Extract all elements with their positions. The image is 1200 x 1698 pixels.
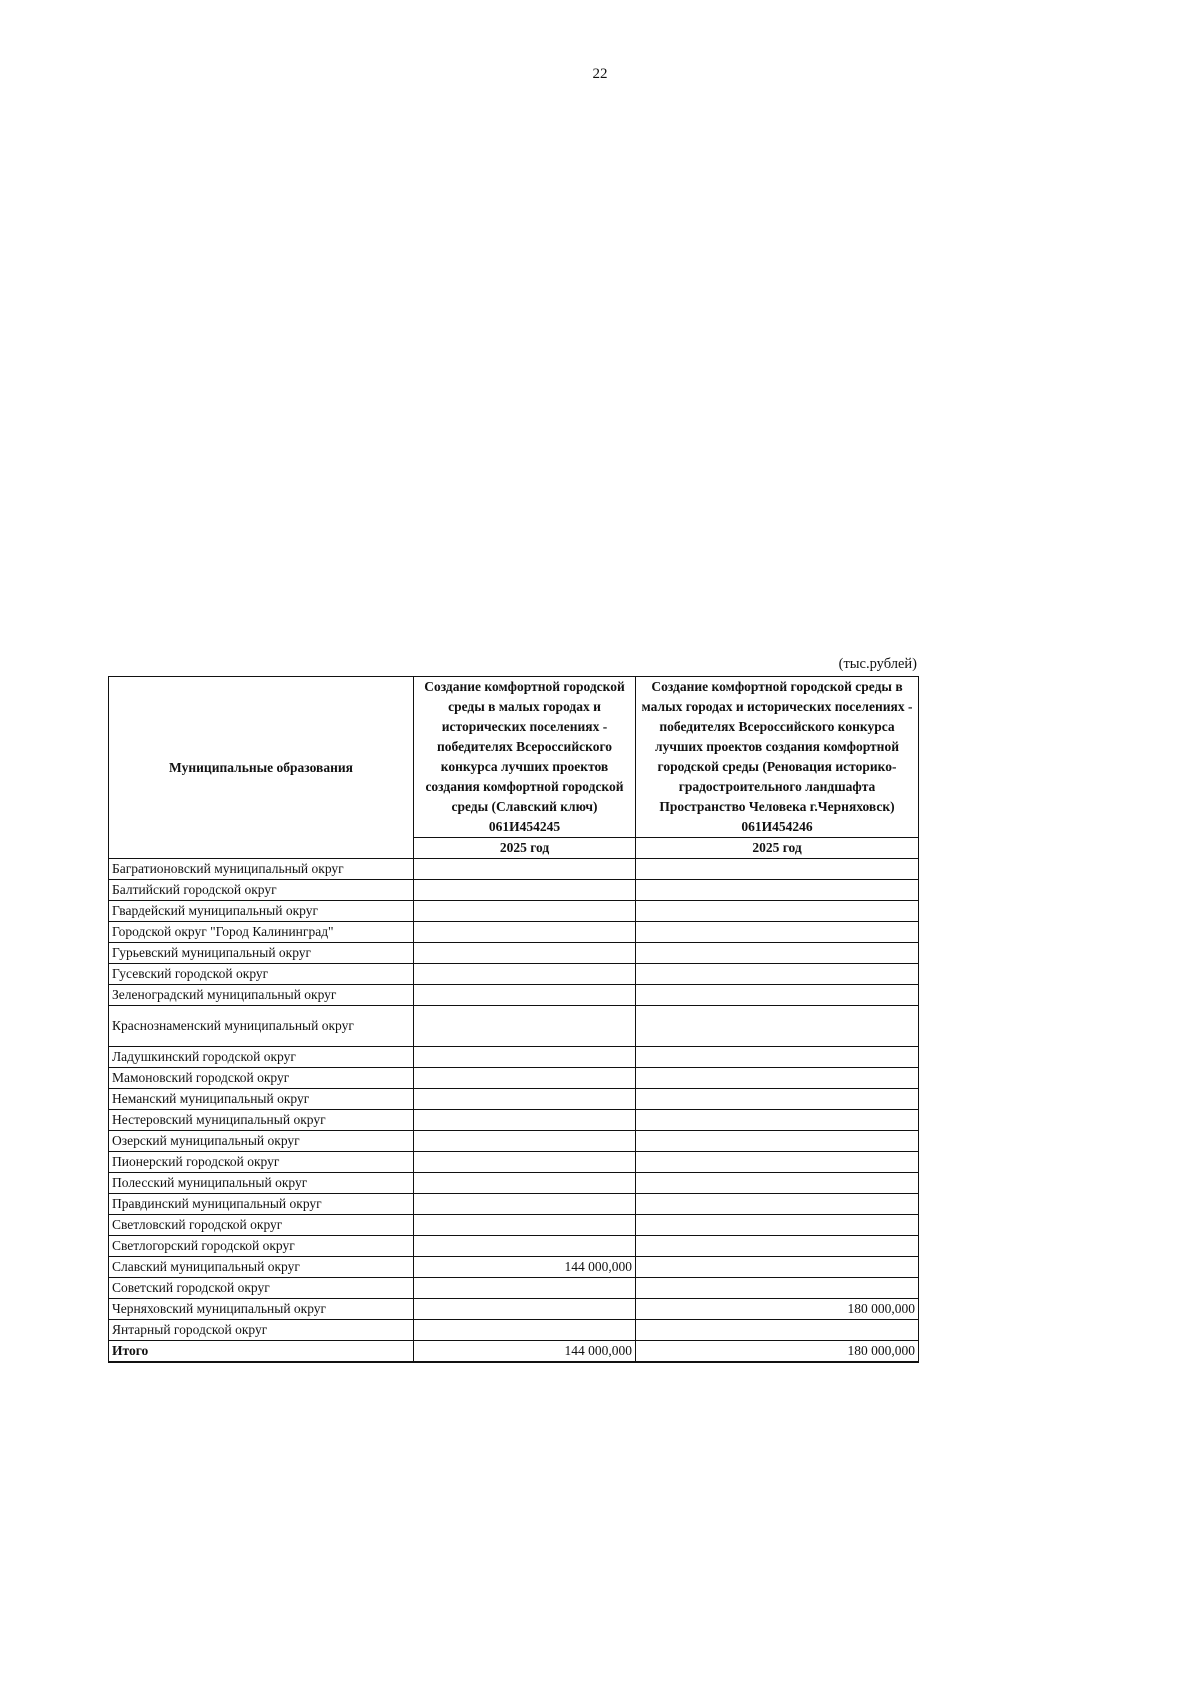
municipality-name: Гвардейский муниципальный округ: [109, 901, 414, 922]
table-row: [109, 1152, 919, 1173]
value-slavsky-key: [414, 1215, 636, 1236]
table-row: [109, 1131, 919, 1152]
table-row: [109, 880, 919, 901]
header-year-col2: 2025 год: [414, 838, 636, 859]
table-row: [109, 1110, 919, 1131]
value-chernyakhovsk-renovation: [636, 1131, 919, 1152]
value-chernyakhovsk-renovation: [636, 1110, 919, 1131]
table-row: [109, 985, 919, 1006]
municipality-name: Гурьевский муниципальный округ: [109, 943, 414, 964]
header-year-col3: 2025 год: [636, 838, 919, 859]
municipality-name: Итого: [109, 1341, 414, 1363]
value-chernyakhovsk-renovation: [636, 964, 919, 985]
value-chernyakhovsk-renovation: [636, 1173, 919, 1194]
value-chernyakhovsk-renovation: [636, 943, 919, 964]
value-slavsky-key: [414, 880, 636, 901]
municipality-name: Светловский городской округ: [109, 1215, 414, 1236]
value-chernyakhovsk-renovation: [636, 922, 919, 943]
table-row: [109, 1006, 919, 1047]
value-chernyakhovsk-renovation: [636, 1068, 919, 1089]
value-chernyakhovsk-renovation: 180 000,000: [636, 1299, 919, 1320]
value-chernyakhovsk-renovation: [636, 1089, 919, 1110]
value-chernyakhovsk-renovation: [636, 1194, 919, 1215]
value-slavsky-key: 144 000,000: [414, 1257, 636, 1278]
table-row: [109, 1047, 919, 1068]
value-slavsky-key: [414, 1236, 636, 1257]
value-slavsky-key: [414, 1006, 636, 1047]
table-row: [109, 901, 919, 922]
table-row: [109, 964, 919, 985]
value-chernyakhovsk-renovation: [636, 1006, 919, 1047]
municipality-name: Черняховский муниципальный округ: [109, 1299, 414, 1320]
value-slavsky-key: [414, 1173, 636, 1194]
value-chernyakhovsk-renovation: [636, 1047, 919, 1068]
value-slavsky-key: [414, 1152, 636, 1173]
value-slavsky-key: [414, 1131, 636, 1152]
table-row: [109, 1278, 919, 1299]
municipality-name: Ладушкинский городской округ: [109, 1047, 414, 1068]
table-row: [109, 922, 919, 943]
value-slavsky-key: [414, 1047, 636, 1068]
header-municipalities: Муниципальные образования: [109, 677, 414, 859]
header-slavsky-key: Создание комфортной городской среды в малых городах и исторических поселениях - победителях Всероссийского конкурса лучших проектов создания комфортной городской среды (Славский ключ) 061И454245: [414, 677, 636, 838]
units-label: (тыс.рублей): [838, 656, 917, 672]
municipality-name: Правдинский муниципальный округ: [109, 1194, 414, 1215]
municipality-name: Краснознаменский муниципальный округ: [109, 1006, 414, 1047]
table-row: [109, 1341, 919, 1363]
value-slavsky-key: [414, 1089, 636, 1110]
value-chernyakhovsk-renovation: [636, 1320, 919, 1341]
budget-table: [108, 676, 919, 1363]
value-slavsky-key: [414, 985, 636, 1006]
value-chernyakhovsk-renovation: [636, 880, 919, 901]
value-slavsky-key: [414, 1194, 636, 1215]
value-chernyakhovsk-renovation: [636, 901, 919, 922]
value-chernyakhovsk-renovation: [636, 1152, 919, 1173]
value-slavsky-key: [414, 1320, 636, 1341]
value-chernyakhovsk-renovation: [636, 1278, 919, 1299]
value-slavsky-key: [414, 1068, 636, 1089]
table-row: [109, 1299, 919, 1320]
municipality-name: Зеленоградский муниципальный округ: [109, 985, 414, 1006]
table-row: [109, 943, 919, 964]
table-row: [109, 1068, 919, 1089]
table-row: [109, 1320, 919, 1341]
table-row: [109, 1194, 919, 1215]
header-chernyakhovsk-renovation: Создание комфортной городской среды в малых городах и исторических поселениях - победителях Всероссийского конкурса лучших проектов создания комфортной городской среды (Реновация историко-градостроительного ландшафта Пространство Человека г.Черняховск) 061И454246: [636, 677, 919, 838]
municipality-name: Светлогорский городской округ: [109, 1236, 414, 1257]
value-slavsky-key: [414, 1299, 636, 1320]
value-slavsky-key: [414, 964, 636, 985]
value-chernyakhovsk-renovation: [636, 1257, 919, 1278]
value-slavsky-key: [414, 859, 636, 880]
table-row: [109, 859, 919, 880]
municipality-name: Славский муниципальный округ: [109, 1257, 414, 1278]
municipality-name: Озерский муниципальный округ: [109, 1131, 414, 1152]
value-slavsky-key: [414, 1110, 636, 1131]
municipality-name: Балтийский городской округ: [109, 880, 414, 901]
municipality-name: Мамоновский городской округ: [109, 1068, 414, 1089]
table-row: [109, 1089, 919, 1110]
municipality-name: Пионерский городской округ: [109, 1152, 414, 1173]
value-chernyakhovsk-renovation: [636, 1236, 919, 1257]
municipality-name: Городской округ "Город Калининград": [109, 922, 414, 943]
value-slavsky-key: [414, 901, 636, 922]
table-row: [109, 1257, 919, 1278]
value-slavsky-key: [414, 1278, 636, 1299]
municipality-name: Советский городской округ: [109, 1278, 414, 1299]
value-chernyakhovsk-renovation: [636, 985, 919, 1006]
municipality-name: Янтарный городской округ: [109, 1320, 414, 1341]
table-row: [109, 1215, 919, 1236]
value-chernyakhovsk-renovation: [636, 1215, 919, 1236]
municipality-name: Багратионовский муниципальный округ: [109, 859, 414, 880]
value-slavsky-key: [414, 943, 636, 964]
value-slavsky-key: 144 000,000: [414, 1341, 636, 1363]
value-chernyakhovsk-renovation: [636, 859, 919, 880]
municipality-name: Нестеровский муниципальный округ: [109, 1110, 414, 1131]
municipality-name: Неманский муниципальный округ: [109, 1089, 414, 1110]
municipality-name: Полесский муниципальный округ: [109, 1173, 414, 1194]
value-chernyakhovsk-renovation: 180 000,000: [636, 1341, 919, 1363]
table-row: [109, 1173, 919, 1194]
table-row: [109, 1236, 919, 1257]
page-number: 22: [592, 66, 608, 82]
municipality-name: Гусевский городской округ: [109, 964, 414, 985]
table-body: [109, 859, 919, 1363]
value-slavsky-key: [414, 922, 636, 943]
